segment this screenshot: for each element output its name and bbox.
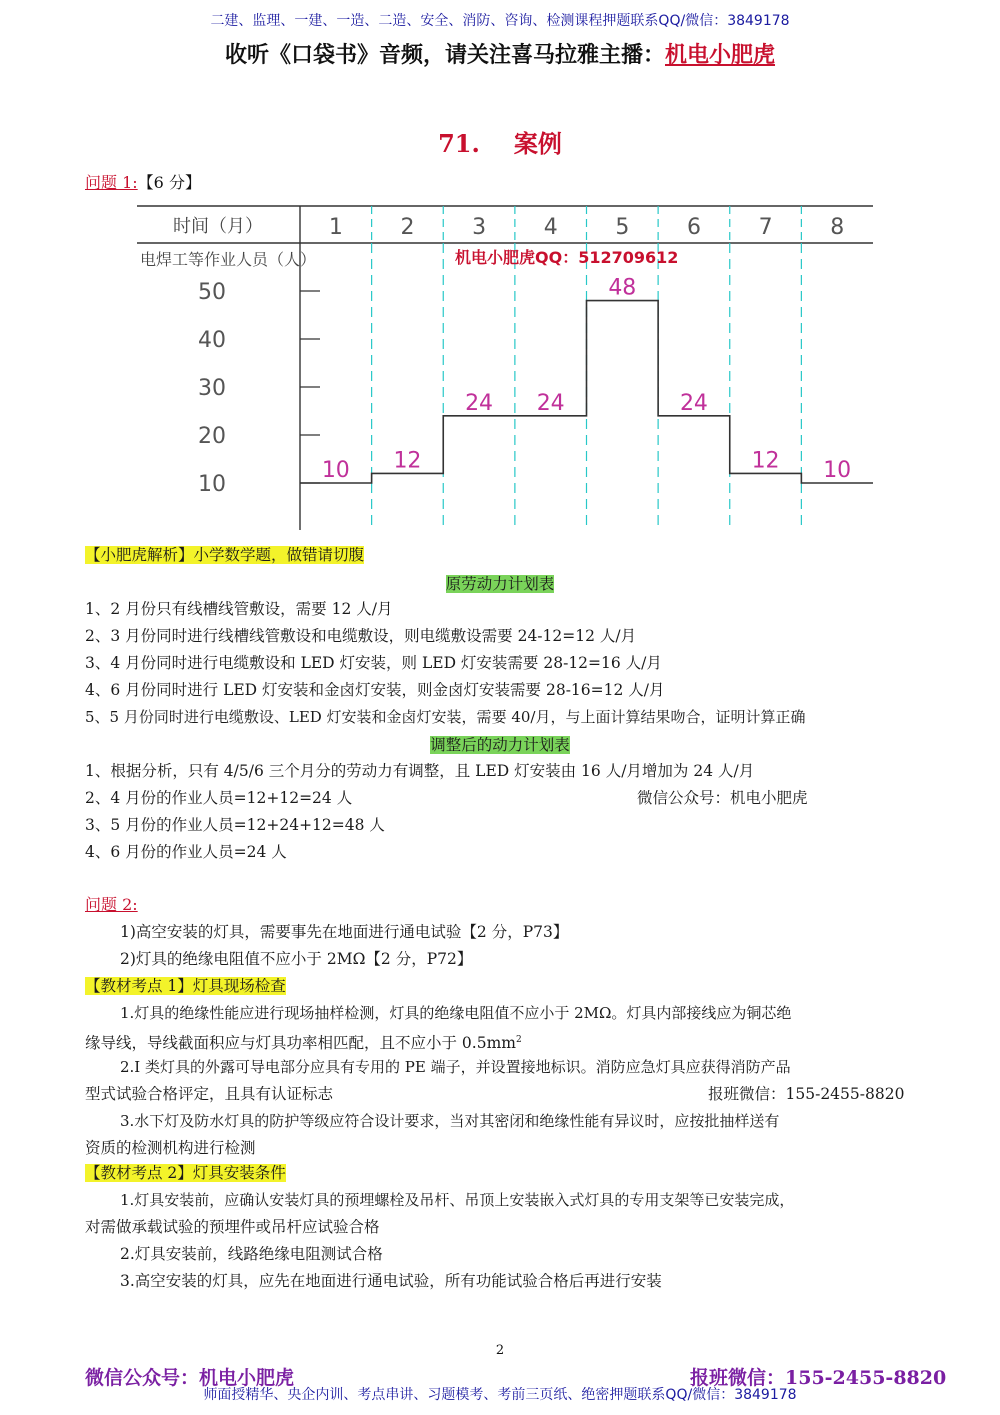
original-line-3: 3、4 月份同时进行电缆敷设和 LED 灯安装，则 LED 灯安装需要 28-12=16 人/月 [85, 654, 662, 672]
value-label: 10 [321, 458, 350, 483]
month-label: 6 [686, 215, 701, 240]
point-2-line-3: 2.灯具安装前，线路绝缘电阻测试合格 [120, 1245, 383, 1263]
wechat-note: 微信公众号：机电小肥虎 [637, 789, 808, 807]
value-label: 12 [751, 448, 780, 474]
staffing-step-chart [0, 0, 1000, 540]
point-1-heading-text: 【教材考点 1】灯具现场检查 [85, 977, 286, 995]
top-banner: 二建、监理、一建、一造、二造、安全、消防、咨询、检测课程押题联系QQ/微信：3849178 [210, 13, 790, 29]
footer-bottom-banner: 师面授精华、央企内训、考点串讲、习题模考、考前三页纸、绝密押题联系QQ/微信：3849178 [203, 1387, 797, 1403]
adjusted-plan-title-text: 调整后的动力计划表 [430, 736, 570, 754]
month-label: 4 [543, 215, 558, 240]
top-subtitle-text: 收听《口袋书》音频，请关注喜马拉雅主播： [224, 42, 665, 68]
month-label: 3 [472, 215, 487, 240]
point-1-heading [85, 976, 286, 996]
month-label: 5 [615, 215, 630, 240]
original-line-2: 2、3 月份同时进行线槽线管敷设和电缆敷设，则电缆敷设需要 24-12=12 人/月 [85, 627, 637, 645]
point-2-line-1: 1.灯具安装前，应确认安装灯具的预埋螺栓及吊杆、吊顶上安装嵌入式灯具的专用支架等已安装完成， [120, 1191, 795, 1209]
point-1-line-3: 2.I 类灯具的外露可导电部分应具有专用的 PE 端子，并设置接地标识。消防应急灯具应获得消防产品 [120, 1058, 791, 1076]
point-2-heading-text: 【教材考点 2】灯具安装条件 [85, 1164, 286, 1182]
question-2-heading [85, 895, 138, 915]
y-tick-label: 30 [198, 376, 226, 401]
footer-wechat-public: 微信公众号：机电小肥虎 [85, 1367, 295, 1389]
original-line-4: 4、6 月份同时进行 LED 灯安装和金卤灯安装，则金卤灯安装需要 28-16=12 人/月 [85, 681, 665, 699]
adjusted-line-1: 1、根据分析，只有 4/5/6 三个月分的劳动力有调整，且 LED 灯安装由 16 人/月增加为 24 人/月 [85, 762, 755, 780]
question-1-score: 【6 分】 [137, 173, 201, 192]
analysis-heading [85, 545, 364, 565]
question-1-label: 问题 1: [85, 173, 138, 192]
case-number: 71. [438, 129, 480, 158]
anchor-name: 机电小肥虎 [665, 42, 776, 68]
question-2-label: 问题 2: [85, 895, 138, 914]
y-tick-label: 10 [198, 472, 226, 497]
enroll-note: 报班微信：155-2455-8820 [708, 1085, 905, 1103]
chart-header-label: 时间（月） [173, 216, 263, 237]
adjusted-line-2: 2、4 月份的作业人员=12+12=24 人 [85, 789, 353, 807]
point-2-line-4: 3.高空安装的灯具，应先在地面进行通电试验，所有功能试验合格后再进行安装 [120, 1272, 662, 1290]
y-tick-label: 20 [198, 424, 226, 449]
value-label: 24 [536, 390, 565, 416]
original-line-5: 5、5 月份同时进行电缆敷设、LED 灯安装和金卤灯安装，需要 40/月，与上面计算结果吻合，证明计算正确 [85, 708, 806, 726]
value-label: 12 [393, 448, 422, 474]
area-unit-superscript: 2 [515, 1035, 522, 1045]
value-label: 24 [465, 390, 494, 416]
month-label: 8 [830, 215, 845, 240]
point-2-heading [85, 1163, 286, 1183]
point-1-line-5: 3.水下灯及防水灯具的防护等级应符合设计要求，当对其密闭和绝缘性能有异议时，应按批抽样送有 [120, 1112, 780, 1130]
point-1-line-2 [85, 1030, 522, 1053]
point-1-line-2-text: 缘导线，导线截面积应与灯具功率相匹配，且不应小于 0.5mm [85, 1034, 516, 1053]
month-label: 7 [758, 215, 773, 240]
q2-answer-1: 1)高空安装的灯具，需要事先在地面进行通电试验【2 分，P73】 [120, 923, 569, 941]
point-1-line-6: 资质的检测机构进行检测 [85, 1139, 256, 1157]
y-tick-label: 50 [198, 280, 226, 305]
month-label: 2 [400, 215, 415, 240]
q2-answer-2: 2)灯具的绝缘电阻值不应小于 2MΩ【2 分，P72】 [120, 950, 473, 968]
point-1-line-4: 型式试验合格评定，且具有认证标志 [85, 1085, 334, 1103]
chart-watermark: 机电小肥虎QQ：512709612 [455, 248, 679, 267]
y-tick-label: 40 [198, 328, 226, 353]
footer-enroll-wechat: 报班微信：155-2455-8820 [690, 1367, 947, 1389]
adjusted-line-4: 4、6 月份的作业人员=24 人 [85, 843, 287, 861]
value-label: 10 [823, 458, 852, 483]
page-number: 2 [495, 1343, 505, 1358]
adjusted-plan-title [0, 733, 1000, 755]
point-2-line-2: 对需做承载试验的预埋件或吊杆应试验合格 [85, 1218, 380, 1236]
value-label: 24 [679, 390, 708, 416]
original-plan-title [0, 572, 1000, 594]
point-1-line-1: 1.灯具的绝缘性能应进行现场抽样检测，灯具的绝缘电阻值不应小于 2MΩ。灯具内部接线应为铜芯绝 [120, 1004, 792, 1022]
case-title-text: 案例 [513, 129, 562, 158]
chart-ylabel: 电焊工等作业人员（人） [140, 250, 317, 269]
analysis-heading-text: 【小肥虎解析】小学数学题，做错请切腹 [85, 546, 365, 564]
value-label: 48 [608, 275, 637, 301]
original-plan-title-text: 原劳动力计划表 [445, 575, 555, 593]
month-label: 1 [328, 215, 343, 240]
original-line-1: 1、2 月份只有线槽线管敷设，需要 12 人/月 [85, 600, 393, 618]
adjusted-line-3: 3、5 月份的作业人员=12+24+12=48 人 [85, 816, 385, 834]
